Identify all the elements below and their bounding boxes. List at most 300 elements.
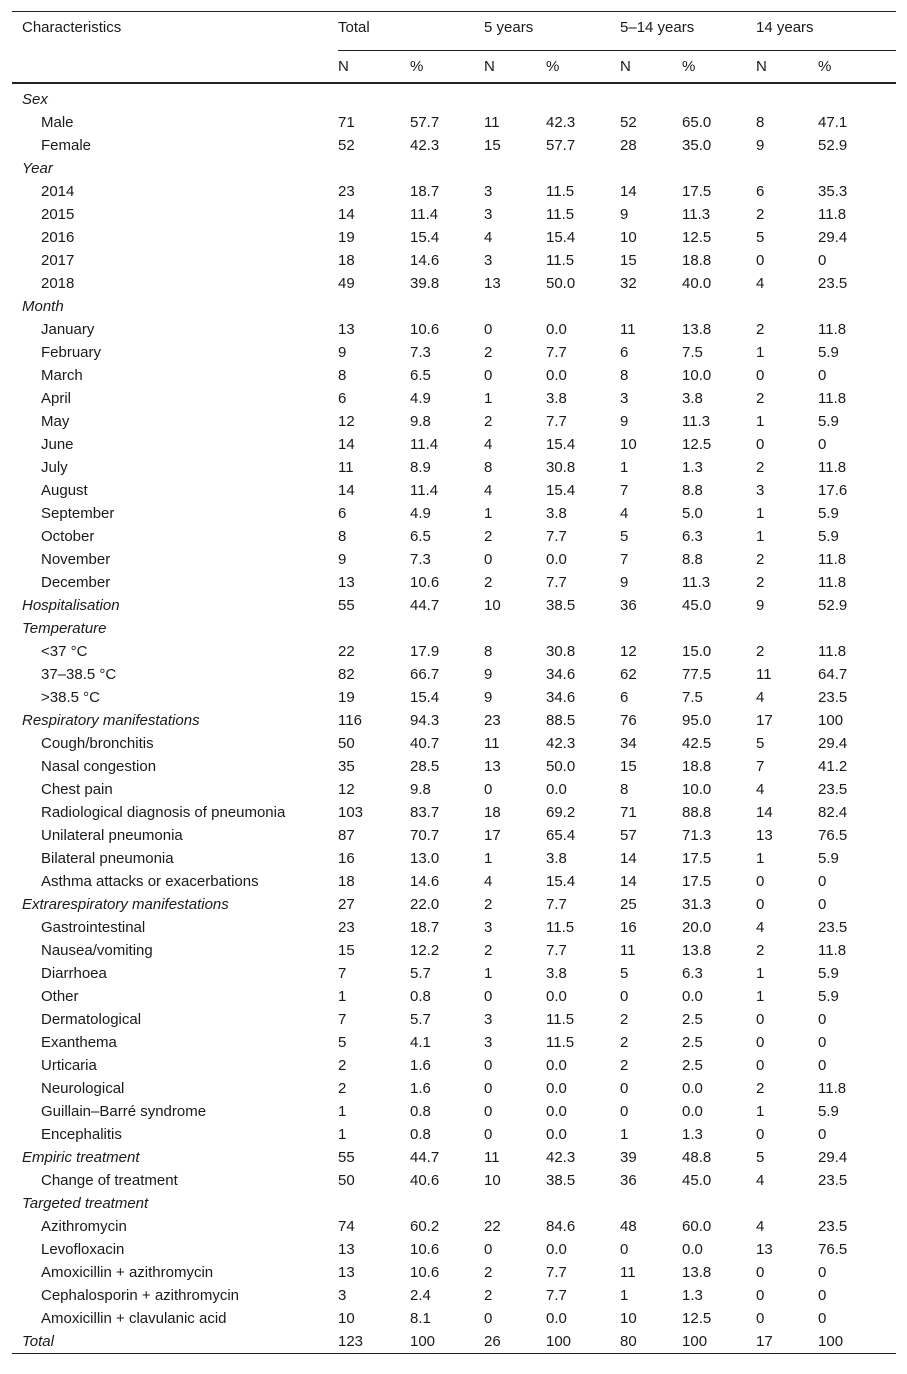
cell-n: 3	[484, 1034, 493, 1051]
cell-n: 2	[484, 896, 493, 913]
row-label: Dermatological	[41, 1011, 142, 1028]
cell-pct: 7.3	[410, 344, 431, 361]
cell-pct: 12.2	[410, 942, 440, 959]
cell-pct	[682, 157, 756, 180]
cell-pct: 65.0	[682, 114, 712, 131]
cell-n: 4	[484, 482, 493, 499]
cell-pct: 4.9	[410, 505, 431, 522]
cell-pct: 7.7	[546, 896, 567, 913]
section-label: Targeted treatment	[22, 1195, 149, 1212]
cell-pct: 15.4	[546, 873, 576, 890]
table-row	[12, 410, 896, 433]
cell-n: 16	[338, 850, 355, 867]
cell-n	[756, 295, 818, 318]
cell-pct: 52.9	[818, 137, 848, 154]
cell-pct: 23.5	[818, 689, 848, 706]
cell-n: 35	[338, 758, 355, 775]
cell-n: 0	[484, 988, 493, 1005]
cell-n: 0	[620, 988, 629, 1005]
header-n: N	[338, 51, 410, 84]
cell-n: 50	[338, 1172, 355, 1189]
cell-pct	[818, 295, 896, 318]
cell-pct: 45.0	[682, 597, 712, 614]
cell-n: 2	[338, 1080, 347, 1097]
cell-n: 0	[756, 252, 765, 269]
table-row	[12, 847, 896, 870]
row-label: Exanthema	[41, 1034, 117, 1051]
cell-pct: 0.0	[546, 1057, 567, 1074]
cell-n: 1	[620, 459, 629, 476]
cell-n: 14	[338, 436, 355, 453]
table-row	[12, 1077, 896, 1100]
cell-pct: 29.4	[818, 229, 848, 246]
cell-pct: 9.8	[410, 413, 431, 430]
row-label: September	[41, 505, 115, 522]
cell-pct: 11.8	[818, 551, 847, 568]
characteristics-table	[12, 11, 896, 1354]
cell-pct: 17.6	[818, 482, 848, 499]
cell-n: 7	[338, 965, 347, 982]
row-label: April	[41, 390, 72, 407]
cell-pct: 38.5	[546, 597, 576, 614]
cell-pct: 7.5	[682, 689, 703, 706]
cell-pct: 5.9	[818, 344, 839, 361]
cell-pct: 65.4	[546, 827, 576, 844]
cell-pct: 11.4	[410, 206, 439, 223]
cell-n: 3	[756, 482, 765, 499]
table-row	[12, 893, 896, 916]
cell-pct: 0.0	[682, 1241, 703, 1258]
cell-pct: 100	[818, 1330, 896, 1354]
cell-n: 8	[484, 459, 493, 476]
header-group-5-14: 5–14 years	[620, 12, 756, 51]
table-row	[12, 1054, 896, 1077]
cell-n: 10	[620, 436, 637, 453]
cell-n: 13	[484, 275, 501, 292]
table-row	[12, 249, 896, 272]
cell-pct: 11.5	[546, 183, 575, 200]
cell-n: 11	[620, 321, 636, 338]
cell-n: 2	[756, 206, 765, 223]
cell-pct: 5.9	[818, 965, 839, 982]
table-row	[12, 433, 896, 456]
section-label: Month	[22, 298, 64, 315]
cell-pct: 4.1	[410, 1034, 431, 1051]
section-label: Hospitalisation	[22, 597, 120, 614]
cell-pct: 40.0	[682, 275, 712, 292]
cell-n: 18	[484, 804, 501, 821]
cell-n: 48	[620, 1218, 637, 1235]
table-row	[12, 686, 896, 709]
cell-n: 8	[620, 781, 629, 798]
cell-n: 7	[338, 1011, 347, 1028]
cell-pct: 100	[410, 1330, 484, 1354]
cell-n: 13	[338, 1241, 355, 1258]
cell-pct: 15.0	[682, 643, 712, 660]
cell-n: 22	[484, 1218, 501, 1235]
header-group-total: Total	[338, 12, 484, 51]
cell-pct: 39.8	[410, 275, 440, 292]
cell-n: 52	[620, 114, 637, 131]
cell-pct: 12.5	[682, 1310, 712, 1327]
cell-n: 14	[338, 482, 355, 499]
cell-pct	[410, 1192, 484, 1215]
cell-pct: 11.3	[682, 206, 711, 223]
table-row	[12, 1169, 896, 1192]
cell-pct: 17.5	[682, 183, 712, 200]
cell-n: 11	[620, 1264, 636, 1281]
section-label: Total	[12, 1330, 338, 1354]
cell-n: 0	[484, 1080, 493, 1097]
cell-n: 4	[756, 1218, 765, 1235]
table-row	[12, 364, 896, 387]
cell-pct: 0	[818, 252, 827, 269]
cell-pct: 14.6	[410, 873, 440, 890]
row-label: July	[41, 459, 68, 476]
section-label: Respiratory manifestations	[22, 712, 200, 729]
cell-pct: 1.6	[410, 1080, 431, 1097]
cell-n: 5	[620, 965, 629, 982]
cell-n: 2	[484, 528, 493, 545]
cell-n: 9	[484, 666, 493, 683]
cell-n	[338, 157, 410, 180]
cell-pct: 18.8	[682, 252, 712, 269]
cell-n: 1	[338, 988, 347, 1005]
cell-pct: 42.3	[546, 1149, 576, 1166]
cell-pct: 13.8	[682, 321, 712, 338]
row-label: >38.5 °C	[41, 689, 100, 706]
table-row	[12, 801, 896, 824]
cell-pct	[546, 157, 620, 180]
cell-n: 34	[620, 735, 637, 752]
cell-pct: 7.7	[546, 1264, 567, 1281]
cell-n: 1	[756, 1103, 765, 1120]
cell-pct: 0	[818, 1264, 827, 1281]
row-label: Cephalosporin + azithromycin	[41, 1287, 240, 1304]
table-container	[12, 11, 896, 1354]
cell-n: 8	[484, 643, 493, 660]
cell-pct: 17.5	[682, 873, 712, 890]
cell-n: 27	[338, 896, 355, 913]
cell-pct: 29.4	[818, 1149, 848, 1166]
cell-n: 7	[756, 758, 765, 775]
table-row	[12, 755, 896, 778]
cell-pct: 29.4	[818, 735, 848, 752]
cell-n: 1	[338, 1126, 347, 1143]
cell-pct: 95.0	[682, 712, 712, 729]
row-label: 2017	[41, 252, 75, 269]
cell-n: 71	[338, 114, 355, 131]
cell-n: 11	[338, 459, 354, 476]
cell-n	[338, 295, 410, 318]
cell-pct: 6.3	[682, 965, 703, 982]
cell-pct: 100	[546, 1330, 620, 1354]
cell-n: 3	[484, 183, 493, 200]
row-label: Nausea/vomiting	[41, 942, 153, 959]
table-row	[12, 1192, 896, 1215]
cell-pct: 45.0	[682, 1172, 712, 1189]
cell-n: 50	[338, 735, 355, 752]
row-label: January	[41, 321, 95, 338]
table-row	[12, 824, 896, 847]
cell-pct: 82.4	[818, 804, 848, 821]
cell-n: 1	[756, 344, 765, 361]
cell-pct: 11.8	[818, 390, 847, 407]
table-row	[12, 1215, 896, 1238]
cell-pct: 28.5	[410, 758, 440, 775]
cell-n: 11	[756, 666, 772, 683]
row-label: 2015	[41, 206, 75, 223]
cell-pct: 47.1	[818, 114, 848, 131]
cell-n: 2	[756, 390, 765, 407]
cell-n: 0	[756, 1287, 765, 1304]
cell-n	[756, 1192, 818, 1215]
cell-pct: 5.9	[818, 988, 839, 1005]
cell-n: 8	[338, 528, 347, 545]
cell-n	[620, 617, 682, 640]
cell-n: 14	[756, 804, 773, 821]
cell-n: 14	[620, 850, 637, 867]
cell-pct	[410, 83, 484, 111]
cell-n	[756, 83, 818, 111]
cell-n: 36	[620, 597, 637, 614]
cell-pct: 100	[818, 712, 844, 729]
cell-n: 2	[484, 942, 493, 959]
cell-n: 0	[620, 1080, 629, 1097]
cell-n: 2	[484, 413, 493, 430]
cell-n: 2	[484, 1264, 493, 1281]
cell-n	[338, 1192, 410, 1215]
cell-n: 17	[756, 712, 773, 729]
table-row	[12, 226, 896, 249]
cell-n: 0	[620, 1241, 629, 1258]
cell-pct	[818, 617, 896, 640]
cell-pct: 5.9	[818, 413, 839, 430]
cell-n: 2	[756, 551, 765, 568]
cell-n	[620, 157, 682, 180]
cell-pct	[410, 295, 484, 318]
cell-pct: 42.3	[546, 114, 576, 131]
cell-n: 4	[620, 505, 629, 522]
row-label: Encephalitis	[41, 1126, 122, 1143]
cell-pct: 1.6	[410, 1057, 431, 1074]
row-label: June	[41, 436, 74, 453]
cell-pct: 31.3	[682, 896, 712, 913]
cell-pct: 0.0	[546, 781, 567, 798]
cell-n: 39	[620, 1149, 637, 1166]
cell-pct	[546, 617, 620, 640]
cell-pct: 6.3	[682, 528, 703, 545]
cell-pct: 3.8	[546, 965, 567, 982]
cell-n: 3	[484, 252, 493, 269]
header-group-over-14: 14 years	[756, 12, 896, 51]
cell-n	[484, 157, 546, 180]
cell-n	[484, 617, 546, 640]
cell-n	[484, 1192, 546, 1215]
cell-pct: 0.8	[410, 988, 431, 1005]
table-row	[12, 594, 896, 617]
cell-n: 2	[756, 643, 765, 660]
cell-n: 0	[484, 321, 493, 338]
cell-pct: 0	[818, 1057, 827, 1074]
table-row	[12, 571, 896, 594]
cell-n: 1	[484, 965, 493, 982]
header-pct: %	[682, 51, 756, 84]
cell-n: 103	[338, 804, 364, 821]
cell-n: 13	[338, 1264, 355, 1281]
cell-n: 10	[620, 229, 637, 246]
cell-n: 22	[338, 643, 355, 660]
cell-pct: 8.8	[682, 551, 703, 568]
cell-pct: 34.6	[546, 689, 576, 706]
cell-pct: 11.3	[682, 413, 711, 430]
table-row	[12, 1100, 896, 1123]
cell-pct: 10.6	[410, 321, 440, 338]
cell-pct: 23.5	[818, 275, 848, 292]
cell-pct	[682, 1192, 756, 1215]
cell-pct: 71.3	[682, 827, 712, 844]
cell-n: 0	[620, 1103, 629, 1120]
table-row	[12, 203, 896, 226]
cell-n: 76	[620, 712, 637, 729]
cell-n: 13	[756, 827, 773, 844]
cell-pct: 11.8	[818, 574, 847, 591]
cell-n: 7	[620, 551, 629, 568]
cell-pct: 23.5	[818, 781, 848, 798]
cell-n: 10	[620, 1310, 637, 1327]
cell-n: 1	[756, 965, 765, 982]
table-row	[12, 456, 896, 479]
cell-n: 1	[338, 1103, 347, 1120]
cell-pct: 0.0	[546, 1241, 567, 1258]
cell-n	[620, 1192, 682, 1215]
row-label: Male	[41, 114, 74, 131]
cell-pct: 7.5	[682, 344, 703, 361]
row-label: Chest pain	[41, 781, 113, 798]
cell-pct: 42.3	[546, 735, 576, 752]
cell-n: 9	[484, 689, 493, 706]
cell-n: 6	[620, 689, 629, 706]
cell-pct: 9.8	[410, 781, 431, 798]
cell-n: 0	[756, 1264, 765, 1281]
table-row	[12, 1330, 896, 1354]
cell-pct: 48.8	[682, 1149, 712, 1166]
cell-pct: 8.9	[410, 459, 431, 476]
cell-pct: 40.7	[410, 735, 440, 752]
row-label: February	[41, 344, 102, 361]
cell-n: 26	[484, 1330, 546, 1354]
cell-n: 4	[484, 436, 493, 453]
cell-n: 116	[338, 712, 362, 729]
cell-n: 82	[338, 666, 355, 683]
cell-n: 14	[620, 873, 637, 890]
table-row	[12, 134, 896, 157]
cell-pct: 12.5	[682, 436, 712, 453]
cell-n: 0	[756, 1310, 765, 1327]
row-label: March	[41, 367, 83, 384]
cell-pct: 11.8	[818, 942, 847, 959]
cell-pct: 88.8	[682, 804, 712, 821]
cell-pct: 13.0	[410, 850, 440, 867]
cell-n: 6	[756, 183, 765, 200]
cell-n: 10	[484, 1172, 501, 1189]
cell-pct: 5.9	[818, 1103, 839, 1120]
cell-n: 2	[756, 942, 765, 959]
header-pct: %	[546, 51, 620, 84]
cell-pct: 0.0	[546, 1126, 567, 1143]
table-row	[12, 83, 896, 111]
row-label: August	[41, 482, 88, 499]
cell-n: 1	[756, 505, 765, 522]
row-label: Bilateral pneumonia	[41, 850, 174, 867]
row-label: Asthma attacks or exacerbations	[41, 873, 259, 890]
cell-n: 14	[338, 206, 355, 223]
cell-pct: 100	[682, 1330, 756, 1354]
cell-n: 9	[620, 413, 629, 430]
row-label: 37–38.5 °C	[41, 666, 117, 683]
cell-pct: 57.7	[410, 114, 440, 131]
cell-n: 4	[484, 873, 493, 890]
cell-pct	[410, 617, 484, 640]
cell-n: 3	[484, 919, 493, 936]
cell-pct: 0.0	[546, 1080, 567, 1097]
cell-n: 11	[620, 942, 636, 959]
table-row	[12, 502, 896, 525]
table-row	[12, 548, 896, 571]
cell-n: 12	[620, 643, 637, 660]
cell-pct: 3.8	[546, 850, 567, 867]
cell-pct: 11.8	[818, 321, 847, 338]
cell-pct: 15.4	[546, 229, 576, 246]
cell-pct: 0	[818, 1126, 827, 1143]
cell-pct: 7.7	[546, 413, 567, 430]
cell-pct: 2.5	[682, 1057, 703, 1074]
header-blank	[12, 51, 338, 84]
table-row	[12, 157, 896, 180]
cell-pct: 64.7	[818, 666, 848, 683]
cell-n: 0	[484, 1057, 493, 1074]
table-row	[12, 1284, 896, 1307]
cell-pct: 18.8	[682, 758, 712, 775]
table-row	[12, 341, 896, 364]
row-label: December	[41, 574, 111, 591]
cell-n: 8	[756, 114, 765, 131]
cell-n: 0	[484, 1310, 493, 1327]
cell-n: 3	[484, 206, 493, 223]
cell-n	[620, 83, 682, 111]
cell-n	[338, 83, 410, 111]
cell-pct: 5.9	[818, 505, 839, 522]
cell-pct: 0	[818, 436, 827, 453]
cell-pct: 23.5	[818, 1218, 848, 1235]
cell-n: 28	[620, 137, 637, 154]
cell-n: 0	[484, 1103, 493, 1120]
cell-n: 16	[620, 919, 637, 936]
cell-pct: 30.8	[546, 643, 576, 660]
cell-pct: 0.0	[682, 988, 703, 1005]
cell-pct: 11.5	[546, 206, 575, 223]
cell-n: 4	[756, 1172, 765, 1189]
cell-n: 0	[756, 436, 765, 453]
cell-pct: 10.6	[410, 574, 440, 591]
cell-n: 15	[484, 137, 501, 154]
table-row	[12, 732, 896, 755]
cell-pct: 60.0	[682, 1218, 712, 1235]
cell-n: 2	[338, 1057, 347, 1074]
cell-pct: 11.5	[546, 919, 575, 936]
cell-pct: 5.7	[410, 1011, 431, 1028]
cell-n: 11	[484, 114, 500, 131]
